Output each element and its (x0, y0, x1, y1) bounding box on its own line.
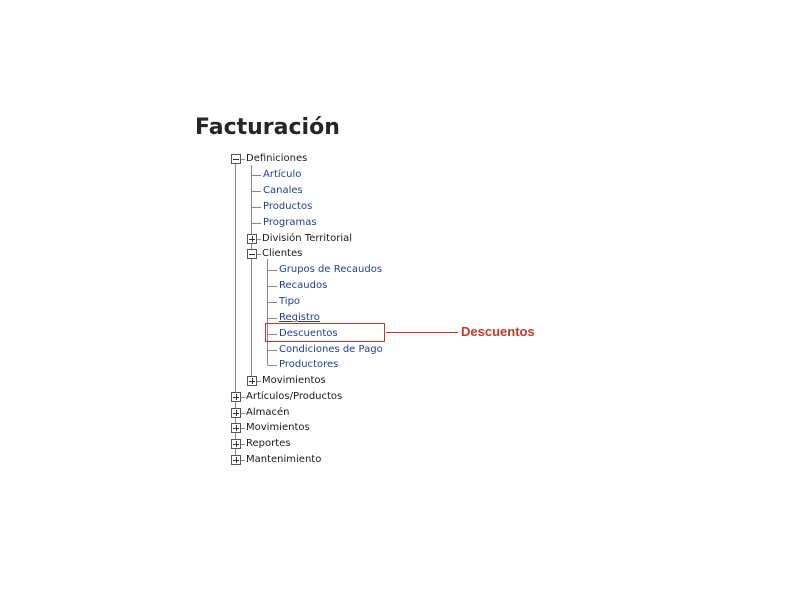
tree-item-mantenimiento[interactable]: Mantenimiento (246, 454, 322, 465)
expand-reportes-toggle[interactable] (231, 439, 241, 449)
tree-item-movimientos-sub[interactable]: Movimientos (262, 375, 326, 386)
expand-articulos-productos-toggle[interactable] (231, 392, 241, 402)
expand-movimientos-sub-toggle[interactable] (247, 376, 257, 386)
descuentos-highlight-box (265, 323, 385, 342)
collapse-clientes-toggle[interactable] (247, 249, 257, 259)
tree-item-division-territorial[interactable]: División Territorial (262, 233, 353, 244)
tree-item-definiciones[interactable]: Definiciones (246, 153, 308, 164)
minus-box-icon (233, 159, 239, 160)
tree-item-condiciones-de-pago[interactable]: Condiciones de Pago (279, 344, 383, 355)
plus-box-icon (236, 425, 237, 431)
page-title: Facturación (195, 115, 340, 140)
tree-item-almacen[interactable]: Almacén (246, 407, 290, 418)
callout-connector-line (386, 332, 458, 333)
collapse-definiciones-toggle[interactable] (231, 154, 241, 164)
tree-item-canales[interactable]: Canales (263, 185, 303, 196)
tree-item-articulos-productos[interactable]: Artículos/Productos (246, 391, 343, 402)
minus-box-icon (249, 254, 255, 255)
plus-box-icon (252, 236, 253, 242)
plus-box-icon (236, 441, 237, 447)
plus-box-icon (236, 410, 237, 416)
tree-item-articulo[interactable]: Artículo (263, 169, 302, 180)
tree-item-reportes[interactable]: Reportes (246, 438, 291, 449)
descuentos-callout-label: Descuentos (461, 324, 535, 339)
tree-item-registro[interactable]: Registro (279, 312, 320, 323)
tree-item-tipo[interactable]: Tipo (279, 296, 301, 307)
plus-box-icon (252, 378, 253, 384)
plus-box-icon (236, 457, 237, 463)
tree-item-productos[interactable]: Productos (263, 201, 313, 212)
tree-item-programas[interactable]: Programas (263, 217, 317, 228)
tree-item-descuentos[interactable]: Descuentos (279, 328, 338, 339)
expand-division-territorial-toggle[interactable] (247, 234, 257, 244)
tree-item-movimientos[interactable]: Movimientos (246, 422, 310, 433)
tree-item-grupos-de-recaudos[interactable]: Grupos de Recaudos (279, 264, 383, 275)
tree-item-recaudos[interactable]: Recaudos (279, 280, 328, 291)
plus-box-icon (236, 394, 237, 400)
expand-movimientos-toggle[interactable] (231, 423, 241, 433)
expand-mantenimiento-toggle[interactable] (231, 455, 241, 465)
tree-item-clientes[interactable]: Clientes (262, 248, 303, 259)
expand-almacen-toggle[interactable] (231, 408, 241, 418)
tree-item-productores[interactable]: Productores (279, 359, 339, 370)
